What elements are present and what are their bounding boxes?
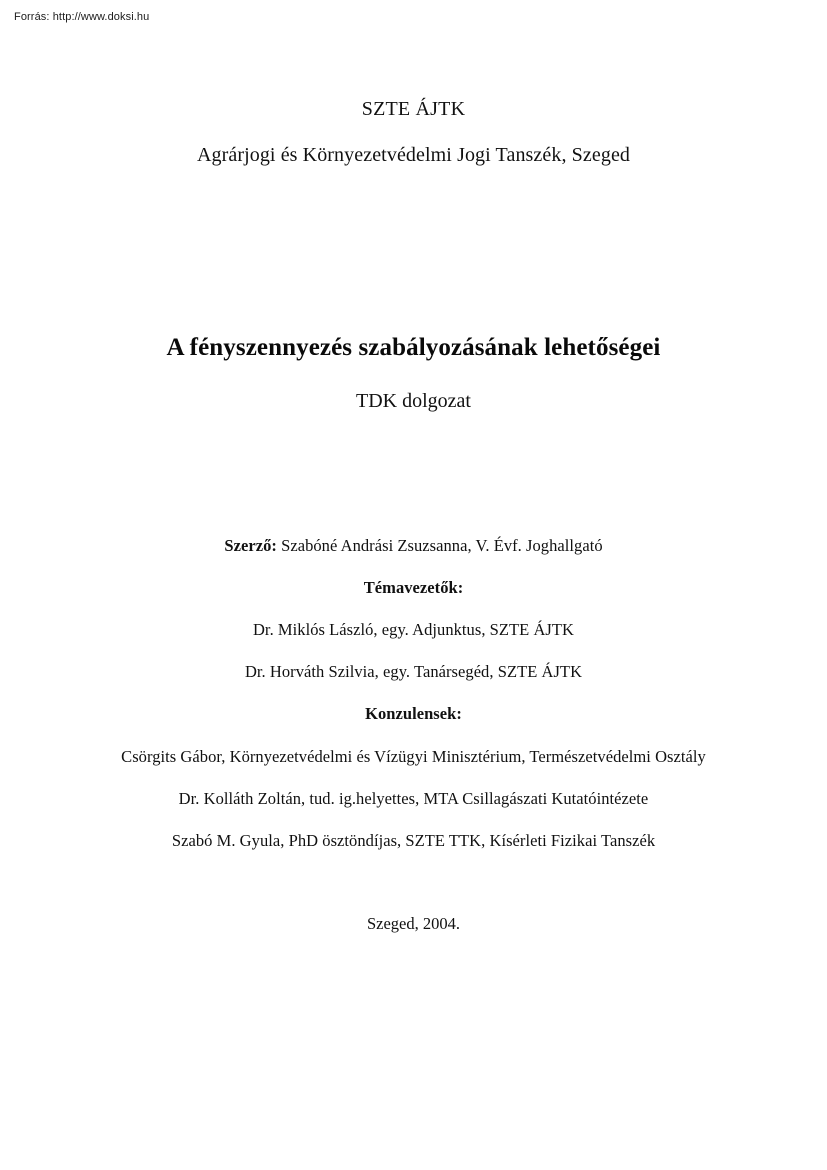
consultants-heading: Konzulensek: xyxy=(365,704,462,723)
document-title: A fényszennyezés szabályozásának lehetőségei xyxy=(166,334,661,361)
place-and-date: Szeged, 2004. xyxy=(366,914,461,933)
author-name: Szabóné Andrási Zsuzsanna, V. Évf. Joghallgató xyxy=(276,536,603,555)
consultant-item: Dr. Kolláth Zoltán, tud. ig.helyettes, MTA Csillagászati Kutatóintézete xyxy=(178,789,649,808)
supervisor-item: Dr. Horváth Szilvia, egy. Tanársegéd, SZTE ÁJTK xyxy=(244,662,583,681)
source-url-label: Forrás: http://www.doksi.hu xyxy=(14,11,150,23)
supervisor-item: Dr. Miklós László, egy. Adjunktus, SZTE ÁJTK xyxy=(252,620,575,639)
author-line xyxy=(63,535,764,557)
consultant-item: Szabó M. Gyula, PhD ösztöndíjas, SZTE TTK, Kísérleti Fizikai Tanszék xyxy=(171,831,656,850)
supervisors-heading: Témavezetők: xyxy=(363,578,464,597)
cover-page-content xyxy=(63,0,764,1170)
author-label: Szerző: xyxy=(224,536,277,555)
department-name: Agrárjogi és Környezetvédelmi Jogi Tanszék, Szeged xyxy=(196,144,631,166)
document-subtitle: TDK dolgozat xyxy=(356,390,471,412)
consultant-item: Csörgits Gábor, Környezetvédelmi és Vízügyi Minisztérium, Természetvédelmi Osztály xyxy=(121,747,706,766)
faculty-name: SZTE ÁJTK xyxy=(361,98,466,120)
